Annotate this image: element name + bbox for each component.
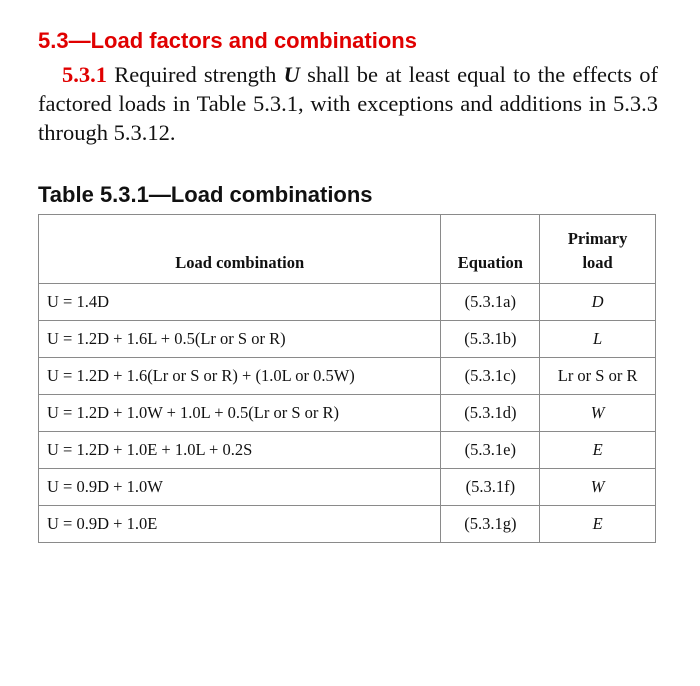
- combination-cell: U = 1.2D + 1.6L + 0.5(Lr or S or R): [39, 321, 441, 358]
- header-load-combination: Load combination: [39, 215, 441, 284]
- equation-cell: (5.3.1f): [441, 469, 540, 506]
- combination-cell: U = 1.2D + 1.0W + 1.0L + 0.5(Lr or S or R): [39, 395, 441, 432]
- combination-cell: U = 1.2D + 1.6(Lr or S or R) + (1.0L or 0.5W): [39, 358, 441, 395]
- load-combinations-table: [38, 214, 656, 543]
- combination-cell: U = 0.9D + 1.0E: [39, 506, 441, 543]
- primary-load-cell: L: [540, 321, 656, 358]
- paragraph-text-part2: shall be at least equal to the effects of factored loads in Table 5.3.1, with exceptions and additions in 5.3.3 through 5.3.12.: [38, 62, 658, 145]
- combination-cell: U = 1.4D: [39, 284, 441, 321]
- table-row: [39, 395, 656, 432]
- table-row: [39, 321, 656, 358]
- header-primary-load-line1: Primary: [567, 229, 628, 248]
- equation-cell: (5.3.1d): [441, 395, 540, 432]
- header-primary-load: [540, 215, 656, 284]
- primary-load-cell: E: [540, 506, 656, 543]
- section-title: 5.3—Load factors and combinations: [38, 28, 417, 53]
- primary-load-cell: D: [540, 284, 656, 321]
- paragraph-text-part1: Required strength: [107, 62, 284, 87]
- table-row: [39, 469, 656, 506]
- table-row: [39, 358, 656, 395]
- table-row: [39, 284, 656, 321]
- equation-cell: (5.3.1g): [441, 506, 540, 543]
- table-header-row: [39, 215, 656, 284]
- primary-load-cell: W: [540, 395, 656, 432]
- equation-cell: (5.3.1e): [441, 432, 540, 469]
- equation-cell: (5.3.1c): [441, 358, 540, 395]
- combination-cell: U = 0.9D + 1.0W: [39, 469, 441, 506]
- header-primary-load-line2: load: [582, 253, 613, 272]
- equation-cell: (5.3.1b): [441, 321, 540, 358]
- clause-number: 5.3.1: [62, 62, 107, 87]
- header-equation: Equation: [441, 215, 540, 284]
- combination-cell: U = 1.2D + 1.0E + 1.0L + 0.2S: [39, 432, 441, 469]
- required-strength-variable: U: [283, 62, 300, 87]
- table-row: [39, 506, 656, 543]
- equation-cell: (5.3.1a): [441, 284, 540, 321]
- requirement-paragraph: [38, 60, 658, 147]
- primary-load-cell: W: [540, 469, 656, 506]
- primary-load-cell: E: [540, 432, 656, 469]
- table-row: [39, 432, 656, 469]
- table-title: Table 5.3.1—Load combinations: [38, 182, 373, 207]
- primary-load-cell: Lr or S or R: [540, 358, 656, 395]
